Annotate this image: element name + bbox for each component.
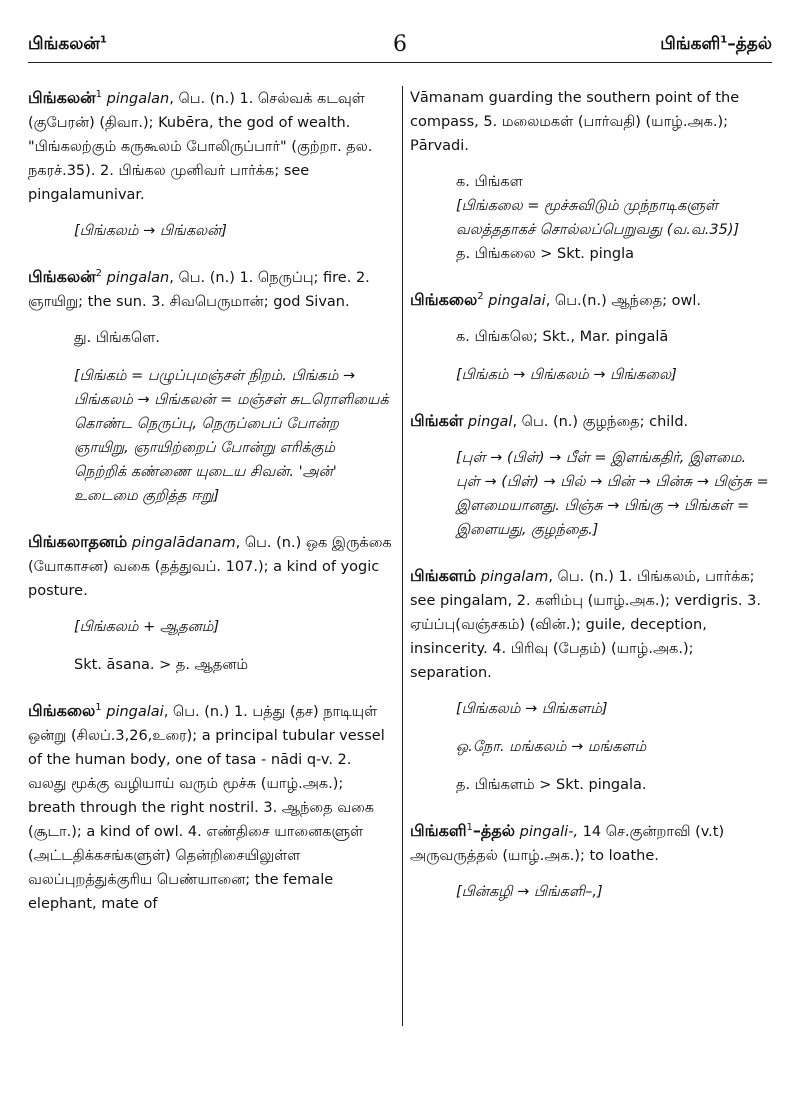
headword-sup: 2 [95, 268, 103, 280]
transliteration: pingalan [106, 91, 170, 107]
entry-definition [410, 564, 774, 685]
etymology: [பிங்கலம் + ஆதனம்] [74, 619, 220, 635]
entry-notes [410, 325, 774, 387]
left-column [28, 86, 392, 938]
etymology: [பிங்கம் → பிங்கலம் → பிங்கலை] [456, 367, 677, 383]
header-right-guideword [660, 34, 772, 56]
entry-notes [28, 219, 392, 243]
etymology: [பின்கழி → பிங்களி–,] [456, 884, 603, 900]
dictionary-entry [410, 564, 774, 797]
dictionary-entry [28, 265, 392, 508]
headword: பிங்கலை [28, 701, 96, 720]
definition-text: , பெ.(n.) ஆந்தை; owl. [545, 293, 702, 309]
cognate: க. பிங்கலெ; Skt., Mar. pingalā [456, 329, 669, 345]
headword: பிங்களி [410, 821, 467, 840]
transliteration: pingalan [106, 270, 170, 286]
dictionary-entry [28, 699, 392, 916]
cognate: த. பிங்களம் > Skt. pingala. [456, 777, 647, 793]
entry-definition [28, 86, 392, 207]
continued-entry [410, 86, 774, 266]
header-right-text: பிங்களி [660, 34, 721, 54]
definition-text: , பெ. (n.) ஒக இருக்கை (யோகாசன) வகை (தத்துவப். 107.); a kind of yogic posture. [28, 535, 392, 599]
dictionary-entry [410, 819, 774, 904]
etymology: [பிங்கம் = பழுப்புமஞ்சள் நிறம். பிங்கம் → பிங்கலம் → பிங்கலன் = மஞ்சள் சுடரொளியைக் கொண்ட நெருப்பு, நெருப்பைப் போன்ற ஞாயிறு, ஞாயிற்றைப் போன்று எரிக்கும் நெற்றிக் கண்ணை யுடைய சிவன். 'அன்' உடைமை குறித்த ஈறு] [74, 368, 389, 504]
entry-definition [410, 819, 774, 868]
headword: பிங்களம் [410, 566, 477, 585]
header-right-suffix: –த்தல் [727, 34, 772, 54]
transliteration: pingali-, [519, 824, 579, 840]
headword-sup: 1 [466, 822, 473, 834]
transliteration: pingalam [480, 569, 549, 585]
headword: பிங்கலன் [28, 267, 96, 286]
headword: பிங்கலை [410, 290, 478, 309]
column-divider [402, 86, 403, 1026]
header-left-sup: 1 [99, 34, 107, 46]
cognate: து. பிங்களெ. [74, 330, 160, 346]
etymology: [புள் → (பிள்) → பீள் = இளங்கதிர், இளமை. புள் → (பிள்) → பில் → பின் → பின்சு → பிஞ்சு = இளமையானது. பிஞ்சு → பிங்கு → பிங்கள் = இளையது, குழந்தை.] [456, 450, 769, 538]
cognate: Skt. āsana. > த. ஆதனம் [74, 657, 249, 673]
headword-sup: 1 [95, 702, 102, 714]
headword-sup: 1 [95, 89, 103, 101]
headword: பிங்கலன் [28, 88, 96, 107]
definition-text: 14 செ.குன்றாவி (v.t) அருவருத்தல் (யாழ்.அக.); to loathe. [410, 824, 725, 864]
definition-text: , பெ. (n.) 1. பத்து (தச) நாடியுள் ஒன்று (சிலப்.3,26,உரை); a principal tubular vessel of the human body, one of tasa - nādi q-v. 2. வலது மூக்கு வழியாய் வரும் மூச்சு (யாழ்.அக.); breath through the right nostril. 3. ஆந்தை வகை (சூடா.); a kind of owl. 4. எண்திசை யானைகளுள் (அட்டதிக்கசங்களுள்) தென்றிசையிலுள்ள வலப்புறத்துக்குரிய பெண்யானை; the female elephant, mate of [28, 704, 385, 912]
right-column [410, 86, 774, 926]
definition-text: Vāmanam guarding the southern point of the compass, 5. மலைமகள் (பார்வதி) (யாழ்.அக.); Pārvadi. [410, 90, 740, 154]
cognate: த. பிங்கலை > Skt. pingla [456, 246, 635, 262]
page-number: 6 [393, 32, 407, 57]
etymology: [பிங்கலை = மூச்சுவிடும் முந்நாடிகளுள் வலத்ததாகச் சொல்லப்பெறுவது (வ.வ.35)] [456, 198, 740, 238]
entry-notes [28, 615, 392, 677]
headword: பிங்கள் [410, 411, 464, 430]
cognate: க. பிங்கள [456, 174, 523, 190]
entry-notes [410, 697, 774, 797]
definition-text: , பெ. (n.) 1. பிங்கலம், பார்க்க; see pingalam, 2. களிம்பு (யாழ்.அக.); verdigris. 3. ஏய்ப்பு(வஞ்சகம்) (வின்.); guile, deception, insincerity. 4. பிரிவு (பேதம்) (யாழ்.அக.); separation. [410, 569, 761, 681]
transliteration: pingalai [106, 704, 164, 720]
transliteration: pingal [467, 414, 513, 430]
entry-definition [28, 530, 392, 603]
entry-definition [28, 699, 392, 916]
headword-suffix: –த்தல் [472, 821, 516, 840]
headword: பிங்கலாதனம் [28, 532, 128, 551]
entry-definition [410, 288, 774, 313]
page-header [28, 28, 772, 63]
dictionary-entry [410, 409, 774, 542]
transliteration: pingalādanam [131, 535, 236, 551]
entry-notes [410, 446, 774, 542]
definition-text: , பெ. (n.) 1. நெருப்பு; fire. 2. ஞாயிறு; the sun. 3. சிவபெருமான்; god Sivan. [28, 270, 370, 310]
entry-notes [410, 170, 774, 266]
dictionary-entry [28, 86, 392, 243]
headword-sup: 2 [477, 291, 484, 303]
definition-text: , பெ. (n.) 1. செல்வக் கடவுள் (குபேரன்) (திவா.); Kubēra, the god of wealth. "பிங்கலற்கும் கருகூலம் போலிருப்பார்" (குற்றா. தல. நகரச்.35). 2. பிங்கல முனிவர் பார்க்க; see pingalamunivar. [28, 91, 373, 203]
etymology: [பிங்கலம் → பிங்கலன்] [74, 223, 227, 239]
entry-definition [28, 265, 392, 314]
entry-notes [28, 326, 392, 508]
dictionary-entry [410, 288, 774, 387]
header-right-sup: 1 [720, 34, 728, 46]
comparison-note: ஒ.நோ. மங்கலம் → மங்களம் [456, 739, 647, 755]
header-left-text: பிங்கலன் [28, 34, 100, 54]
entry-notes [410, 880, 774, 904]
etymology: [பிங்கலம் → பிங்களம்] [456, 701, 608, 717]
definition-text: , பெ. (n.) குழந்தை; child. [512, 414, 689, 430]
entry-definition [410, 409, 774, 434]
transliteration: pingalai [488, 293, 546, 309]
dictionary-entry [28, 530, 392, 677]
